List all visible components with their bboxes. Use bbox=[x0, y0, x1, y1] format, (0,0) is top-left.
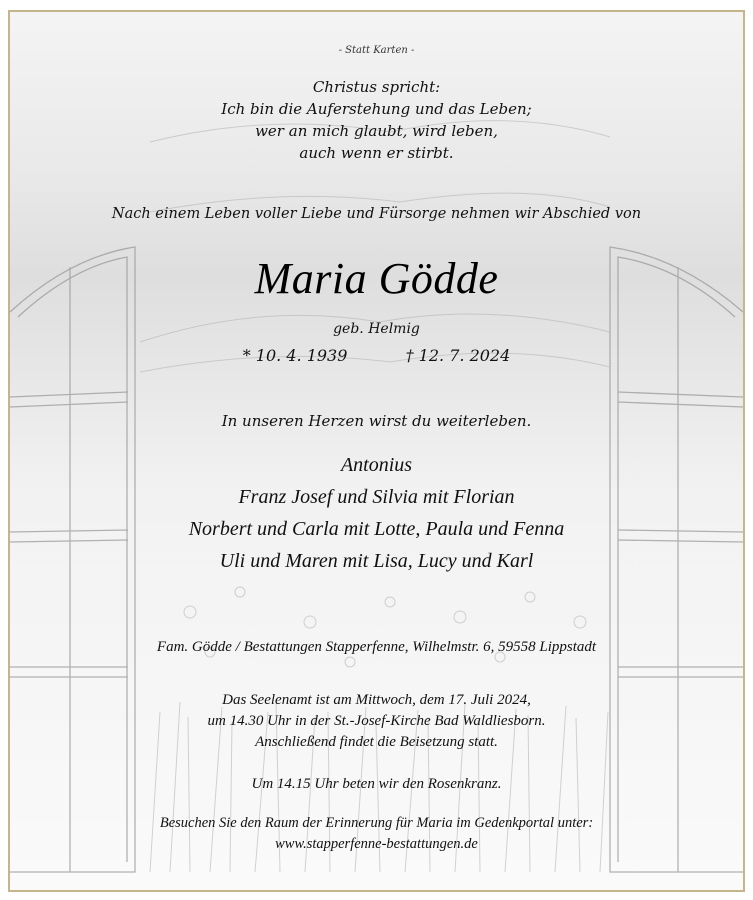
death-date: † 12. 7. 2024 bbox=[405, 346, 511, 365]
mourner-3: Norbert und Carla mit Lotte, Paula und Fenna bbox=[188, 518, 565, 540]
family-address: Fam. Gödde / Bestattungen Stapperfenne, Wilhelmstr. 6, 59558 Lippstadt bbox=[156, 639, 597, 655]
service-line-1: Das Seelenamt ist am Mittwoch, dem 17. Juli 2024, bbox=[222, 692, 531, 708]
statt-karten-note: - Statt Karten - bbox=[338, 45, 415, 56]
farewell-intro: Nach einem Leben voller Liebe und Fürsorge nehmen wir Abschied von bbox=[111, 206, 642, 222]
motto: In unseren Herzen wirst du weiterleben. bbox=[221, 412, 532, 430]
verse-line-1: Christus spricht: bbox=[312, 78, 441, 96]
mourner-1: Antonius bbox=[340, 454, 413, 476]
mourner-2: Franz Josef und Silvia mit Florian bbox=[238, 486, 515, 508]
life-dates bbox=[0, 346, 753, 365]
birth-name: geb. Helmig bbox=[333, 321, 420, 337]
memorial-portal-url: www.stapperfenne-bestattungen.de bbox=[275, 836, 478, 852]
birth-date: * 10. 4. 1939 bbox=[242, 346, 348, 365]
verse-line-3: wer an mich glaubt, wird leben, bbox=[255, 122, 498, 140]
rosary-note: Um 14.15 Uhr beten wir den Rosenkranz. bbox=[251, 776, 502, 792]
verse-line-4: auch wenn er stirbt. bbox=[299, 144, 454, 162]
service-line-3: Anschließend findet die Beisetzung statt. bbox=[255, 734, 498, 750]
mourner-4: Uli und Maren mit Lisa, Lucy und Karl bbox=[219, 550, 534, 572]
memorial-portal-note: Besuchen Sie den Raum der Erinnerung für Maria im Gedenkportal unter: bbox=[159, 815, 594, 831]
verse-line-2: Ich bin die Auferstehung und das Leben; bbox=[221, 100, 532, 118]
deceased-name: Maria Gödde bbox=[254, 254, 499, 303]
service-line-2: um 14.30 Uhr in der St.-Josef-Kirche Bad Waldliesborn. bbox=[207, 713, 546, 729]
